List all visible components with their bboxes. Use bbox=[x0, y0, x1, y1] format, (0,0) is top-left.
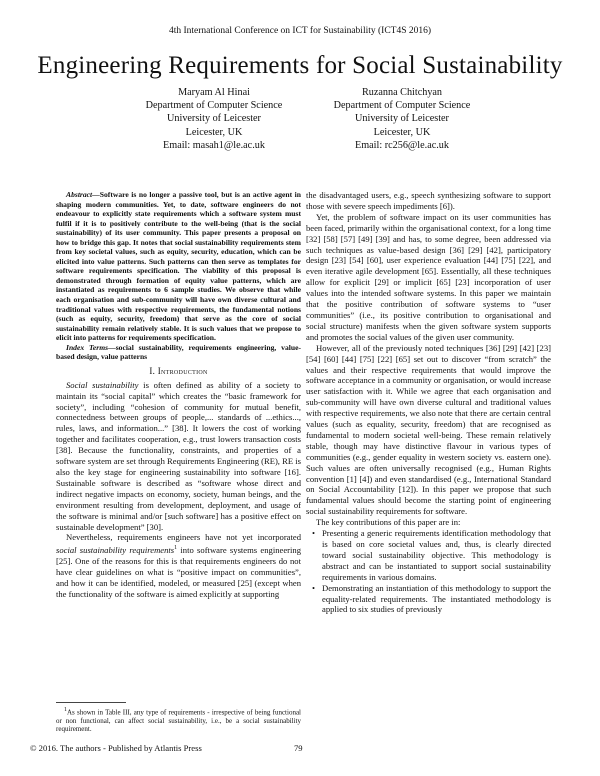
author-name: Maryam Al Hinai bbox=[178, 87, 250, 98]
emphasis-social-sustainability-requirements: social sustainability requirements bbox=[56, 545, 175, 556]
contribution-list bbox=[306, 528, 551, 615]
list-item: • Demonstrating an instantiation of this methodology to support the equality-related requirements. The instantiated methodology is applied to six studies of previously bbox=[322, 583, 551, 616]
footnote-marker: 1 bbox=[174, 545, 178, 552]
copyright-footer: © 2016. The authors - Published by Atlantis Press bbox=[30, 743, 202, 753]
author-name: Ruzanna Chitchyan bbox=[361, 87, 443, 98]
index-terms-text: —social sustainability, requirements engineering, value-based design, value patterns bbox=[56, 342, 301, 362]
abstract-text: —Software is no longer a passive tool, but is an active agent in shaping modern communities. Yet, to date, software engineers do not endeavour to explicitly state requirements which a software system must fulfil if it is to positively contribute to the well-being (that is the social sustainability) of its user community. This paper presents a proposal on how to bridge this gap. It notes that social sustainability requirements stem from key societal values, such as equity, security, education, which can be elicited into value patterns. Such patterns can then serve as templates for software requirements specification. The viability of this proposal is demonstrated through formation of equity value patterns, which are instantiated as requirements to 6 sample studies. We observe that while each organisation and sub-community will have own diverse cultural and traditional values with respective requirements, the fundamental notions (such as equity, security, freedom) that serve as the core of social sustainability remain relatively stable. It is such values that we propose to elicit into patterns for requirements specification. bbox=[56, 190, 301, 343]
section-heading-introduction: I. Introduction bbox=[149, 365, 208, 376]
right-paragraph-3: The key contributions of this paper are in: bbox=[316, 517, 461, 528]
abstract bbox=[56, 190, 301, 362]
abstract-label: Abstract bbox=[66, 190, 93, 199]
author-email: Email: masah1@le.ac.uk bbox=[163, 139, 265, 151]
right-column bbox=[306, 190, 551, 615]
paper-title: Engineering Requirements for Social Sustainability bbox=[37, 52, 563, 79]
emphasis-social-sustainability: Social sustainability bbox=[66, 379, 139, 390]
right-paragraph-1: Yet, the problem of software impact on its user communities has been faced, primarily within the organisational context, for a long time [32] [58] [57] [49] [39] and has, to some degree, been addressed via such techniques as value-based design [36] [29] [42], participatory design [23] [54] [60], user experience evaluation [44] [75] [22], and even iterative agile development [65]. Essentially, all these techniques allow for explicit [29] or implicit [65] [23] incorporation of user values into the intended software systems. In this paper we maintain that the positive contribution of software systems to “user communities” (i.e., its positive contribution to organisational and social structure) manifests when the given software system supports and promotes the social values of the given user community. bbox=[306, 211, 551, 342]
index-terms-label: Index Terms bbox=[66, 342, 109, 352]
conference-header: 4th International Conference on ICT for Sustainability (ICT4S 2016) bbox=[168, 26, 432, 36]
intro-paragraph-2 bbox=[56, 532, 301, 599]
author-dept: Department of Computer Science bbox=[145, 100, 283, 112]
footnote-mark: 1 bbox=[64, 707, 67, 713]
author-location: Leicester, UK bbox=[373, 126, 431, 138]
intro-paragraph-2-text-b: into software systems engineering [25]. One of the reasons for this is that requirements engineers do not have clear guidelines on what is “positive impact on communities”, and how it can be identified, modeled, or measured [25] (except when the functionality of the software is aimed explicitly at supporting bbox=[56, 545, 301, 599]
footnote-rule bbox=[56, 702, 126, 703]
left-column bbox=[56, 190, 301, 600]
author-email: Email: rc256@le.ac.uk bbox=[355, 139, 449, 151]
footnote-text: As shown in Table III, any type of requirements - irrespective of being functional or non functional, can affect social sustainability, i.e., be a social sustainability requirement. bbox=[56, 708, 301, 734]
right-paragraph-2: However, all of the previously noted techniques [36] [29] [42] [23] [54] [60] [44] [75] [22] [65] set out to discover “from scratch” the values and their respective requirements that would improve the software acceptance in a community or organisation, or would increase user satisfaction with it. While we agree that each organisation and sub-community will have own diverse cultural and traditional values with respective requirements, we also note that there are certain central values (such as equality, security, freedom) that are recognised as fundamental to modern societal well-being. These remain relatively stable, though may have distinctive flavour in various types of communities (e.g., gender equality in western society vs. eastern one). Such values are often universally recognised (e.g., Human Rights convention [1] [4]) and even standardised (e.g., International Standard on Social Accountability [12]). In this paper we propose that such fundamental values should become the starting point of engineering social sustainability requirements for software. bbox=[306, 342, 551, 517]
intro-paragraph-1-text: is often defined as ability of a society to maintain its “social capital” which creates the “basic framework for society”, including “cohesion of community for mutual benefit, connectedness between groups of people,... standards of ...ethics..., rules, laws, and information...” [38]. It lowers the cost of working together and facilitates cooperation, e.g., trust lowers transaction costs [38]. Because the functionality, constraints, and properties of a software system are set through Requirements Engineering (RE), RE is also the key stage for engineering sustainability into software [16]. Sustainable software is described as “software whose direct and indirect negative impacts on economy, society, human beings, and the environment resulting from development, deployment, and usage of the software is minimal and/or [such software] has a positive effect on sustainable development” [30]. bbox=[56, 379, 301, 532]
intro-paragraph-2-text-a: Nevertheless, requirements engineers have not yet incorporated bbox=[66, 532, 301, 543]
author-univ: University of Leicester bbox=[167, 113, 261, 125]
author-univ: University of Leicester bbox=[355, 113, 449, 125]
author-block-2 bbox=[287, 86, 517, 152]
page-number: 79 bbox=[294, 743, 303, 753]
list-item: • Presenting a generic requirements identification methodology that is based on core societal values and, thus, is clearly directed toward social sustainability objective. This methodology is abstract and can be instantiated to support social sustainability requirements in various domains. bbox=[322, 528, 551, 583]
footnote bbox=[56, 702, 301, 734]
right-paragraph-0: the disadvantaged users, e.g., speech synthesizing software to support those with severe speech impediments [6]). bbox=[306, 190, 551, 211]
author-dept: Department of Computer Science bbox=[333, 100, 471, 112]
author-location: Leicester, UK bbox=[185, 126, 243, 138]
intro-paragraph-1 bbox=[56, 380, 301, 533]
